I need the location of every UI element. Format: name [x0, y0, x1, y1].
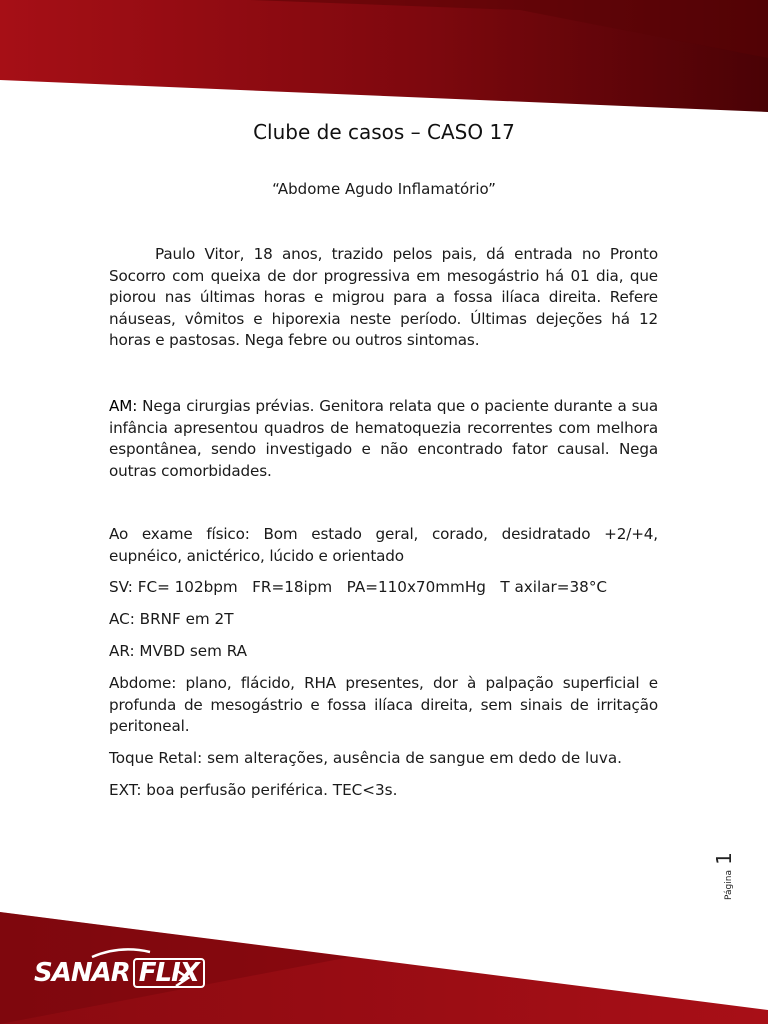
case-subtitle: “Abdome Agudo Inflamatório” — [272, 180, 496, 198]
page-label: Página — [724, 870, 734, 900]
case-intro: Paulo Vitor, 18 anos, trazido pelos pais, dá entrada no Pronto Socorro com queixa de dor progressiva em mesogástrio há 01 dia, que piorou nas últimas horas e migrou para a fossa ilíaca direita. Refere náuseas, vômitos e hiporexia neste período. Últimas dejeções há 12 horas e pastosas. Nega febre ou outros sintomas. — [109, 245, 658, 349]
sanarflix-logo — [34, 958, 205, 988]
vital-signs: SV: FC= 102bpm FR=18ipm PA=110x70mmHg T axilar=38°C — [109, 578, 608, 596]
exam-paragraph: Ao exame físico: Bom estado geral, corado, desidratado +2/+4, eupnéico, anictérico, lúcido e orientado — [109, 525, 658, 565]
cardiac-exam: AC: BRNF em 2T — [109, 610, 234, 628]
respiratory-exam: AR: MVBD sem RA — [109, 642, 248, 660]
rectal-exam: Toque Retal: sem alterações, ausência de sangue em dedo de luva. — [109, 749, 622, 767]
am-paragraph — [109, 396, 658, 482]
logo-sanar: SANAR — [34, 958, 130, 988]
am-label: AM: — [109, 397, 138, 415]
extremities-exam: EXT: boa perfusão periférica. TEC<3s. — [109, 781, 398, 799]
page-title: Clube de casos – CASO 17 — [253, 120, 515, 144]
page-number-value: 1 — [712, 852, 736, 865]
page-number — [712, 852, 736, 900]
abdominal-exam: Abdome: plano, flácido, RHA presentes, dor à palpação superficial e profunda de mesogástrio e fossa ilíaca direita, sem sinais de irritação peritoneal. — [109, 674, 658, 735]
logo-flix: FLIX — [133, 958, 205, 988]
am-text: Nega cirurgias prévias. Genitora relata que o paciente durante a sua infância apresentou quadros de hematoquezia recorrentes com melhora espontânea, sendo investigado e não encontrado fator causal. Nega outras comorbidades. — [109, 397, 658, 480]
